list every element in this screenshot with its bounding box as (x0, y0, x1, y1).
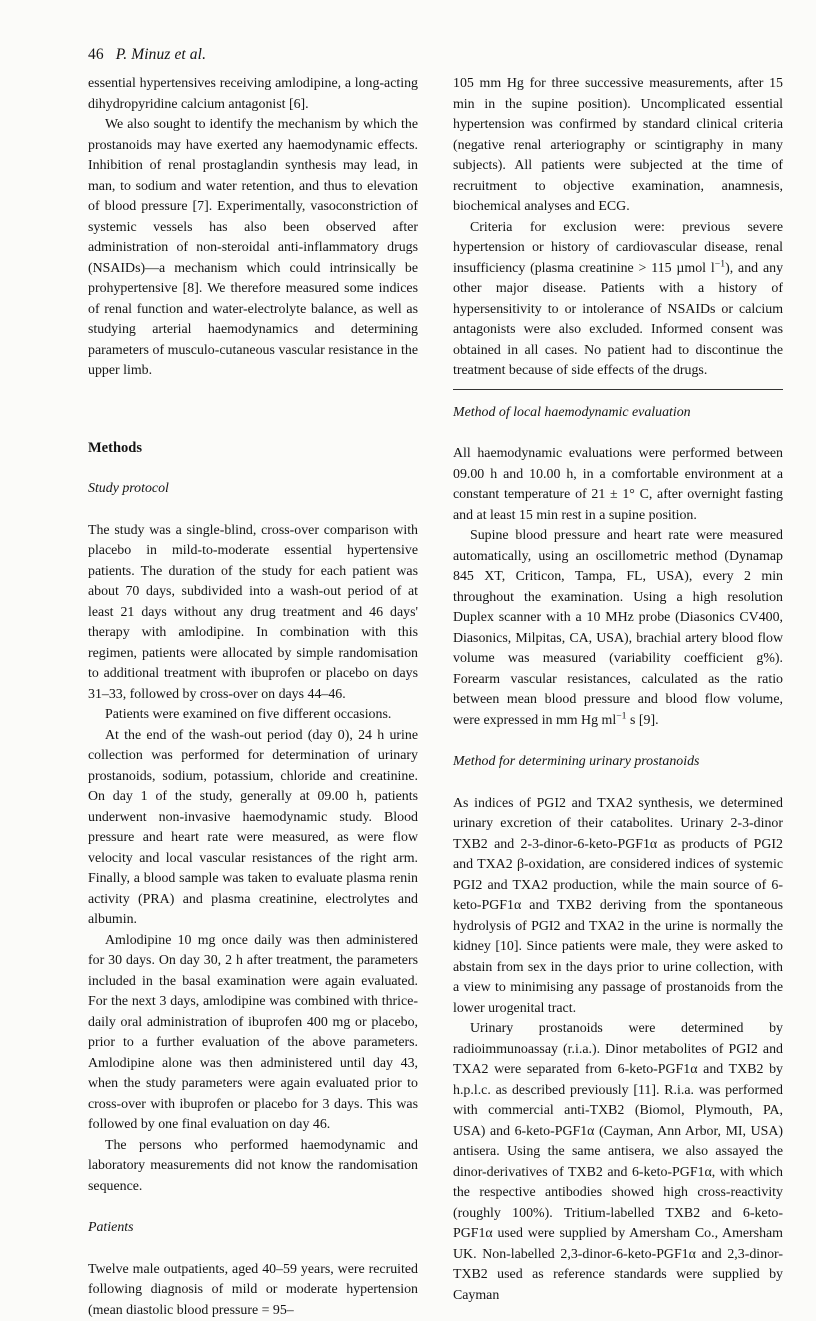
patients-heading: Patients (88, 1218, 418, 1239)
left-column (88, 74, 418, 1321)
exclusion-text-b: ), and any other major disease. Patients with a history of hypersensitivity to or intolerance of NSAIDs or calcium antagonists were also excluded. Informed consent was obtained in all cases. No patient had to discontinue the treatment because of side effects of the drugs. (453, 261, 783, 379)
mechanism-paragraph: We also sought to identify the mechanism by which the prostanoids may have exerted any haemodynamic effects. Inhibition of renal prostaglandin synthesis may lead, in man, to sodium and water retention, and thus to elevation of blood pressure [7]. Experimentally, vasoconstriction of systemic vessels has also been observed after administration of non-steroidal anti-inflammatory drugs (NSAIDs)—a mechanism which could intrinsically be prohypertensive [8]. We therefore measured some indices of renal function and water-electrolyte balance, as well as studying arterial haemodynamics and determining parameters of musculo-cutaneous vascular resistance in the upper limb. (88, 115, 418, 382)
patients-paragraph-cont: 105 mm Hg for three successive measurements, after 15 min in the supine position). Uncomplicated essential hypertension was confirmed by standard clinical criteria (negative renal arteriography or scintigraphy in many subjects). All patients were subjected at the time of recruitment to objective examination, anamnesis, biochemical analyses and ECG. (453, 74, 783, 218)
unit-superscript: −1 (715, 258, 725, 269)
protocol-paragraph-1: The study was a single-blind, cross-over comparison with placebo in mild-to-moderate essential hypertensive patients. The duration of the study for each patient was about 70 days, subdivided into a wash-out period of at least 21 days without any drug treatment and 46 days' therapy with amlodipine. In combination with this regimen, patients were allocated by simple randomisation to additional treatment with ibuprofen or placebo on days 31–33, followed by cross-over on days 44–46. (88, 521, 418, 706)
protocol-paragraph-4: Amlodipine 10 mg once daily was then administered for 30 days. On day 30, 2 h after treatment, the parameters included in the basal examination were again evaluated. For the next 3 days, amlodipine was combined with thrice-daily oral administration of ibuprofen 400 mg or placebo, prior to a further evaluation of the above parameters. Amlodipine alone was then administered until day 43, when the study parameters were again evaluated prior to cross-over with ibuprofen or placebo for 3 days. This was followed by one final evaluation on day 46. (88, 931, 418, 1136)
urinary-prostanoids-heading: Method for determining urinary prostanoids (453, 752, 783, 773)
protocol-paragraph-2: Patients were examined on five different occasions. (88, 705, 418, 726)
haemodynamic-paragraph-1: All haemodynamic evaluations were performed between 09.00 h and 10.00 h, in a comfortable environment at a constant temperature of 21 ± 1° C, after overnight fasting and at least 15 min rest in a supine position. (453, 444, 783, 526)
page-number: 46 (88, 46, 104, 63)
unit-superscript: −1 (616, 710, 626, 721)
haemodynamic-text-b: s [9]. (627, 713, 659, 728)
study-protocol-heading: Study protocol (88, 479, 418, 500)
intro-paragraph-end: essential hypertensives receiving amlodipine, a long-acting dihydropyridine calcium antagonist [6]. (88, 74, 418, 115)
running-title: P. Minuz et al. (116, 46, 206, 63)
urinary-paragraph-1: As indices of PGI2 and TXA2 synthesis, we determined urinary excretion of their catabolites. Urinary 2-3-dinor TXB2 and 2-3-dinor-6-keto-PGF1α as products of PGI2 and TXA2 β-oxidation, are considered indices of systemic PGI2 and TXA2 production, while the main source of 6-keto-PGF1α and TXB2 deriving from the spontaneous hydrolysis of PGI2 and TXA2 in the urine is normally the kidney [10]. Since patients were male, they were asked to abstain from sex in the days prior to urine collection, with a view to minimising any passage of prostanoids from the lower urogenital tract. (453, 794, 783, 1020)
haemodynamic-text-a: Supine blood pressure and heart rate were measured automatically, using an oscillometric method (Dynamap 845 XT, Criticon, Tampa, FL, USA), every 2 min throughout the examination. Using a high resolution Duplex scanner with a 10 MHz probe (Diasonics CV400, Diasonics, Milpitas, CA, USA), brachial artery blood flow volume was measured (variability coefficient g%). Forearm vascular resistances, calculated as the ratio between mean blood pressure and blood flow volume, were expressed in mm Hg ml (453, 528, 783, 728)
patients-paragraph-1: Twelve male outpatients, aged 40–59 years, were recruited following diagnosis of mild or moderate hypertension (mean diastolic blood pressure = 95– (88, 1260, 418, 1321)
section-divider (453, 389, 783, 390)
haemodynamic-paragraph-2 (453, 526, 783, 731)
methods-heading: Methods (88, 438, 418, 459)
running-header (88, 46, 206, 64)
protocol-paragraph-5: The persons who performed haemodynamic and laboratory measurements did not know the randomisation sequence. (88, 1136, 418, 1198)
right-column (453, 74, 783, 1306)
exclusion-paragraph (453, 218, 783, 382)
exclusion-text-a: Criteria for exclusion were: previous severe hypertension or history of cardiovascular disease, renal insufficiency (plasma creatinine > 115 µmol l (453, 220, 783, 276)
urinary-paragraph-2: Urinary prostanoids were determined by radioimmunoassay (r.i.a.). Dinor metabolites of PGI2 and TXA2 were separated from 6-keto-PGF1α and TXB2 by h.p.l.c. as described previously [11]. R.i.a. was performed with commercial anti-TXB2 (Biomol, Plymouth, PA, USA) and 6-keto-PGF1α (Cayman, Ann Arbor, MI, USA) antisera. Using the same antisera, we also assayed the dinor-derivatives of TXB2 and 6-keto-PGF1α, with which the respective antibodies showed high cross-reactivity (roughly 100%). Tritium-labelled TXB2 and 6-keto-PGF1α used were supplied by Amersham Co., Amersham UK. Non-labelled 2,3-dinor-6-keto-PGF1α and 2,3-dinor-TXB2 used as reference standards were supplied by Cayman (453, 1019, 783, 1306)
protocol-paragraph-3: At the end of the wash-out period (day 0), 24 h urine collection was performed for determination of urinary prostanoids, sodium, potassium, chloride and creatinine. On day 1 of the study, generally at 09.00 h, patients underwent non-invasive haemodynamic study. Blood pressure and heart rate were measured, as were flow velocity and local vascular resistances of the right arm. Finally, a blood sample was taken to evaluate plasma renin activity (PRA) and plasma creatinine, electrolytes and albumin. (88, 726, 418, 931)
local-haemodynamic-heading: Method of local haemodynamic evaluation (453, 403, 783, 424)
